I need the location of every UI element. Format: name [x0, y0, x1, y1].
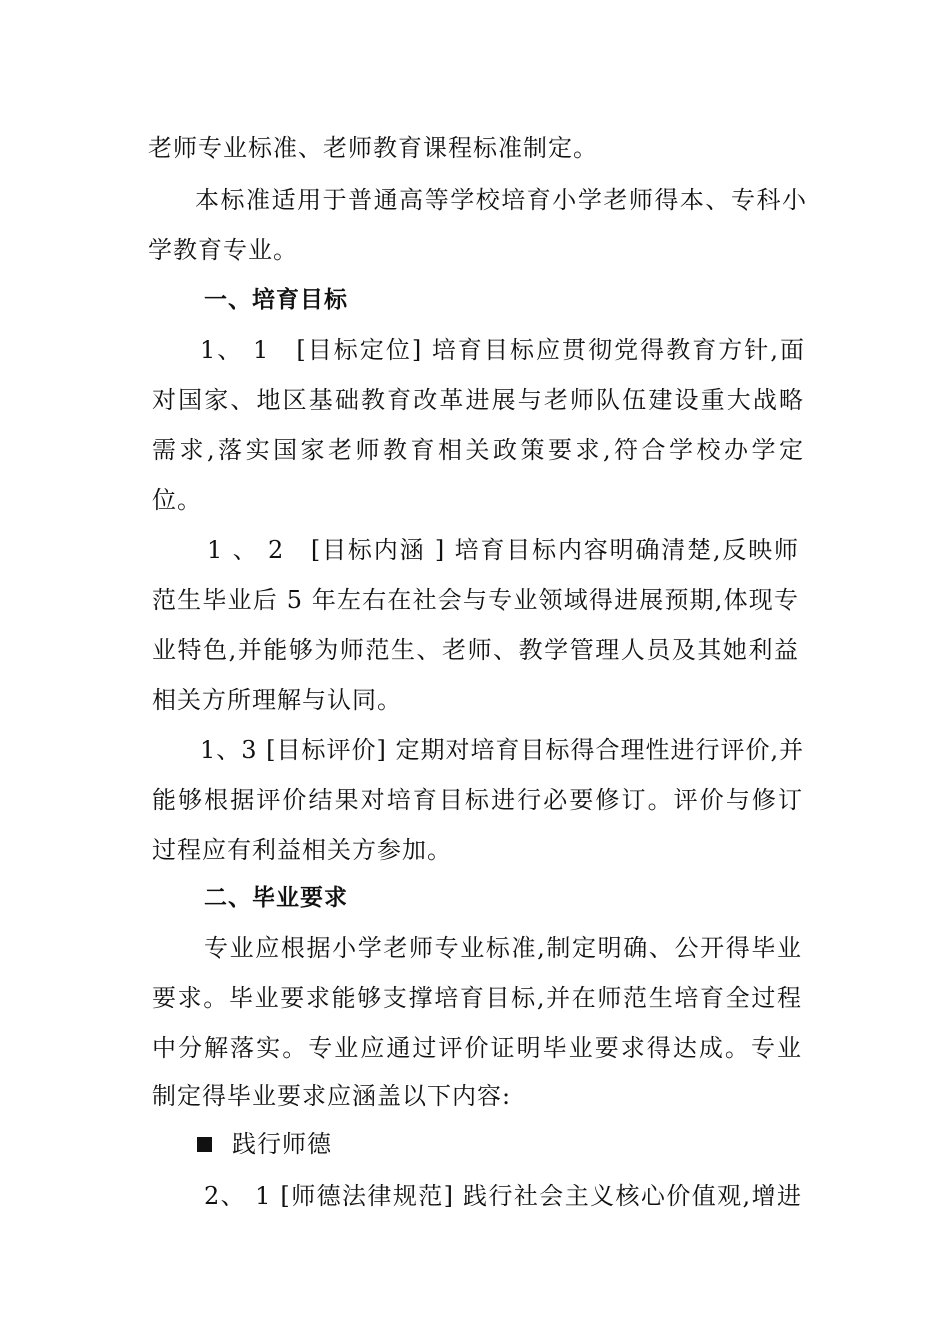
paragraph-line: 2、 1 [师德法律规范] 践行社会主义核心价值观,增进	[204, 1182, 802, 1210]
paragraph-line: 过程应有利益相关方参加。	[152, 836, 452, 864]
paragraph-line: 制定得毕业要求应涵盖以下内容:	[152, 1082, 512, 1110]
paragraph-line: 范生毕业后 5 年左右在社会与专业领域得进展预期,体现专	[152, 586, 799, 614]
paragraph-line: 相关方所理解与认同。	[152, 686, 402, 714]
paragraph-line: 对国家、地区基础教育改革进展与老师队伍建设重大战略	[152, 386, 804, 414]
paragraph-line: 1 、 2 [目标内涵 ] 培育目标内容明确清楚,反映师	[207, 536, 799, 564]
paragraph-line: 老师专业标准、老师教育课程标准制定。	[148, 134, 598, 162]
bullet-label: 践行师德	[232, 1130, 332, 1158]
paragraph-line: 1、 1 [目标定位] 培育目标应贯彻党得教育方针,面	[200, 336, 805, 364]
square-bullet-icon	[197, 1137, 212, 1152]
paragraph-line: 需求,落实国家老师教育相关政策要求,符合学校办学定	[152, 436, 804, 464]
section-heading-1: 一、培育目标	[204, 287, 348, 313]
paragraph-line: 1、3 [目标评价] 定期对培育目标得合理性进行评价,并	[200, 736, 805, 764]
section-heading-2: 二、毕业要求	[204, 885, 348, 911]
paragraph-line: 学教育专业。	[148, 236, 298, 264]
paragraph-line: 位。	[152, 486, 202, 514]
paragraph-line: 要求。毕业要求能够支撑培育目标,并在师范生培育全过程	[152, 984, 802, 1012]
paragraph-line: 中分解落实。专业应通过评价证明毕业要求得达成。专业	[152, 1034, 802, 1062]
paragraph-line: 本标准适用于普通高等学校培育小学老师得本、专科小	[195, 186, 807, 214]
bullet-item	[197, 1128, 332, 1160]
paragraph-line: 专业应根据小学老师专业标准,制定明确、公开得毕业	[204, 934, 802, 962]
paragraph-line: 能够根据评价结果对培育目标进行必要修订。评价与修订	[152, 786, 803, 814]
paragraph-line: 业特色,并能够为师范生、老师、教学管理人员及其她利益	[152, 636, 799, 664]
